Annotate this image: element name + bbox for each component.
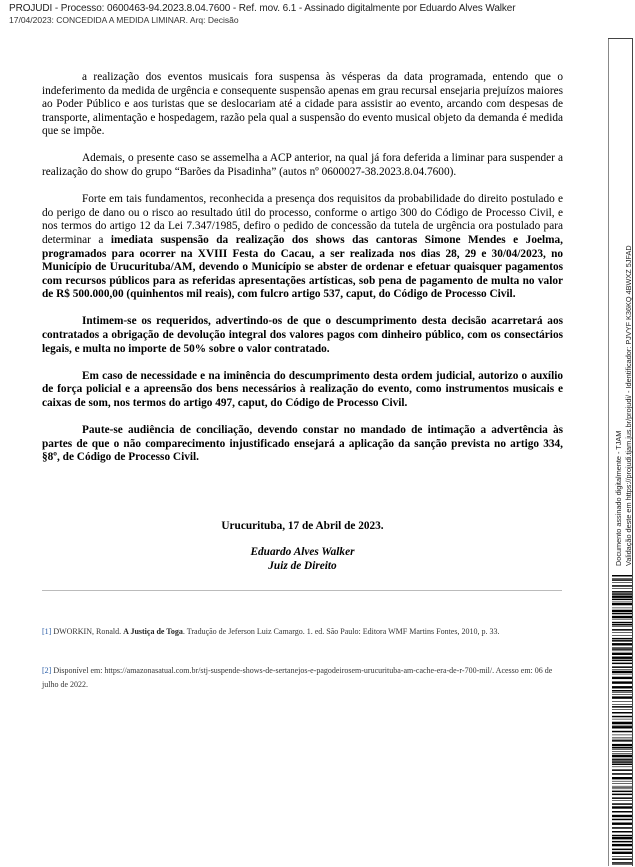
document-header-line1: PROJUDI - Processo: 0600463-94.2023.8.04.7600 - Ref. mov. 6.1 - Assinado digitalmente por Eduardo Alves Walker [9, 3, 516, 14]
sidebar-border-top [608, 38, 633, 39]
sidebar-line-1: Documento assinado digitalmente - TJAM [614, 430, 623, 566]
paragraph-3 [42, 193, 563, 302]
paragraph-1: a realização dos eventos musicais fora suspensa às vésperas da data programada, entendo que o indeferimento da medida de urgência e consequente suspensão apenas em grau recursal ensejaria prejuízos maiores ao Poder Público e aos turistas que se deslocariam até a cidade para assistir ao evento, arcando com despesas de transporte, alimentação e hospedagem, razão pela qual a suspensão do evento musical objeto da demanda é medida que se impõe. [42, 71, 563, 138]
footnote-1 [42, 625, 563, 639]
footnote-divider [42, 590, 562, 591]
barcode-icon [612, 575, 632, 865]
sidebar-border-left [608, 38, 609, 866]
footnote-1-ref-link[interactable]: [1] [42, 627, 52, 636]
judge-title: Juiz de Direito [268, 560, 337, 572]
footnote-1-text-a: DWORKIN, Ronald. [51, 627, 124, 636]
decision-body [42, 71, 563, 478]
footnote-1-book-title: A Justiça de Toga [123, 627, 183, 636]
sidebar-line-2: Validação deste em https://projudi.tjam.jus.br/projudi/ - Identificador: PJVYF K36KQ 4BWXZ 5JFAD [624, 245, 633, 566]
paragraph-4: Intimem-se os requeridos, advertindo-os de que o descumprimento desta decisão acarretará aos contratados a obrigação de devolução integral dos valores pagos com dinheiro público, com os consectários legais, e multa no importe de 50% sobre o valor contratado. [42, 315, 563, 355]
footnote-2-text: Disponível em: https://amazonasatual.com.br/stj-suspende-shows-de-sertanejos-e-pagodeirosem-urucurituba-am-cache-era-de-r-700-mil/. Acesso em: 06 de julho de 2022. [42, 666, 553, 689]
footnote-2-ref-link[interactable]: [2] [42, 666, 52, 675]
footnote-2 [42, 664, 563, 691]
footnote-1-text-c: . Tradução de Jeferson Luiz Camargo. 1. ed. São Paulo: Editora WMF Martins Fontes, 2010, p. 33. [182, 627, 500, 636]
signature-validation-sidebar [614, 46, 634, 566]
paragraph-2: Ademais, o presente caso se assemelha a ACP anterior, na qual já fora deferida a liminar para suspender a realização do show do grupo “Barões da Pisadinha” (autos nº 0600027-38.2023.8.04.7600). [42, 152, 563, 179]
judge-name: Eduardo Alves Walker [250, 546, 355, 558]
document-header-line2: 17/04/2023: CONCEDIDA A MEDIDA LIMINAR. Arq: Decisão [9, 15, 239, 25]
paragraph-3-text: Forte em tais fundamentos, reconhecida a presença dos requisitos da probabilidade do direito postulado e do perigo de dano ou o risco ao resultado útil do processo, conforme o artigo 300 do Código de Processo Civil, e nos termos do artigo 12 da Lei 7.347/1985, defiro o pedido de concessão da tutela de urgência ora postulado para determinar a [42, 193, 563, 246]
paragraph-3-order: imediata suspensão da realização dos shows das cantoras Simone Mendes e Joelma, programados para ocorrer na XVIII Festa do Cacau, a ser realizada nos dias 28, 29 e 30/04/2023, no Município de Urucurituba/AM, devendo o Município se abster de ordenar e efetuar quaisquer pagamentos com recursos públicos para as referidas apresentações artísticas, sob pena de pagamento de multa no valor de R$ 500.000,00 (quinhentos mil reais), com fulcro artigo 537, caput, do Código de Processo Civil. [42, 233, 564, 301]
place-date: Urucurituba, 17 de Abril de 2023. [221, 520, 384, 532]
paragraph-5: Em caso de necessidade e na iminência do descumprimento desta ordem judicial, autorizo o auxílio de força policial e a apreensão dos bens necessários à realização do evento, como instrumentos musicais e caixas de som, nos termos do artigo 497, caput, do Código de Processo Civil. [42, 369, 563, 409]
paragraph-6: Paute-se audiência de conciliação, devendo constar no mandado de intimação a advertência às partes de que o não comparecimento injustificado ensejará a aplicação da sanção prevista no artigo 334, §8º, de Código de Processo Civil. [42, 423, 563, 464]
